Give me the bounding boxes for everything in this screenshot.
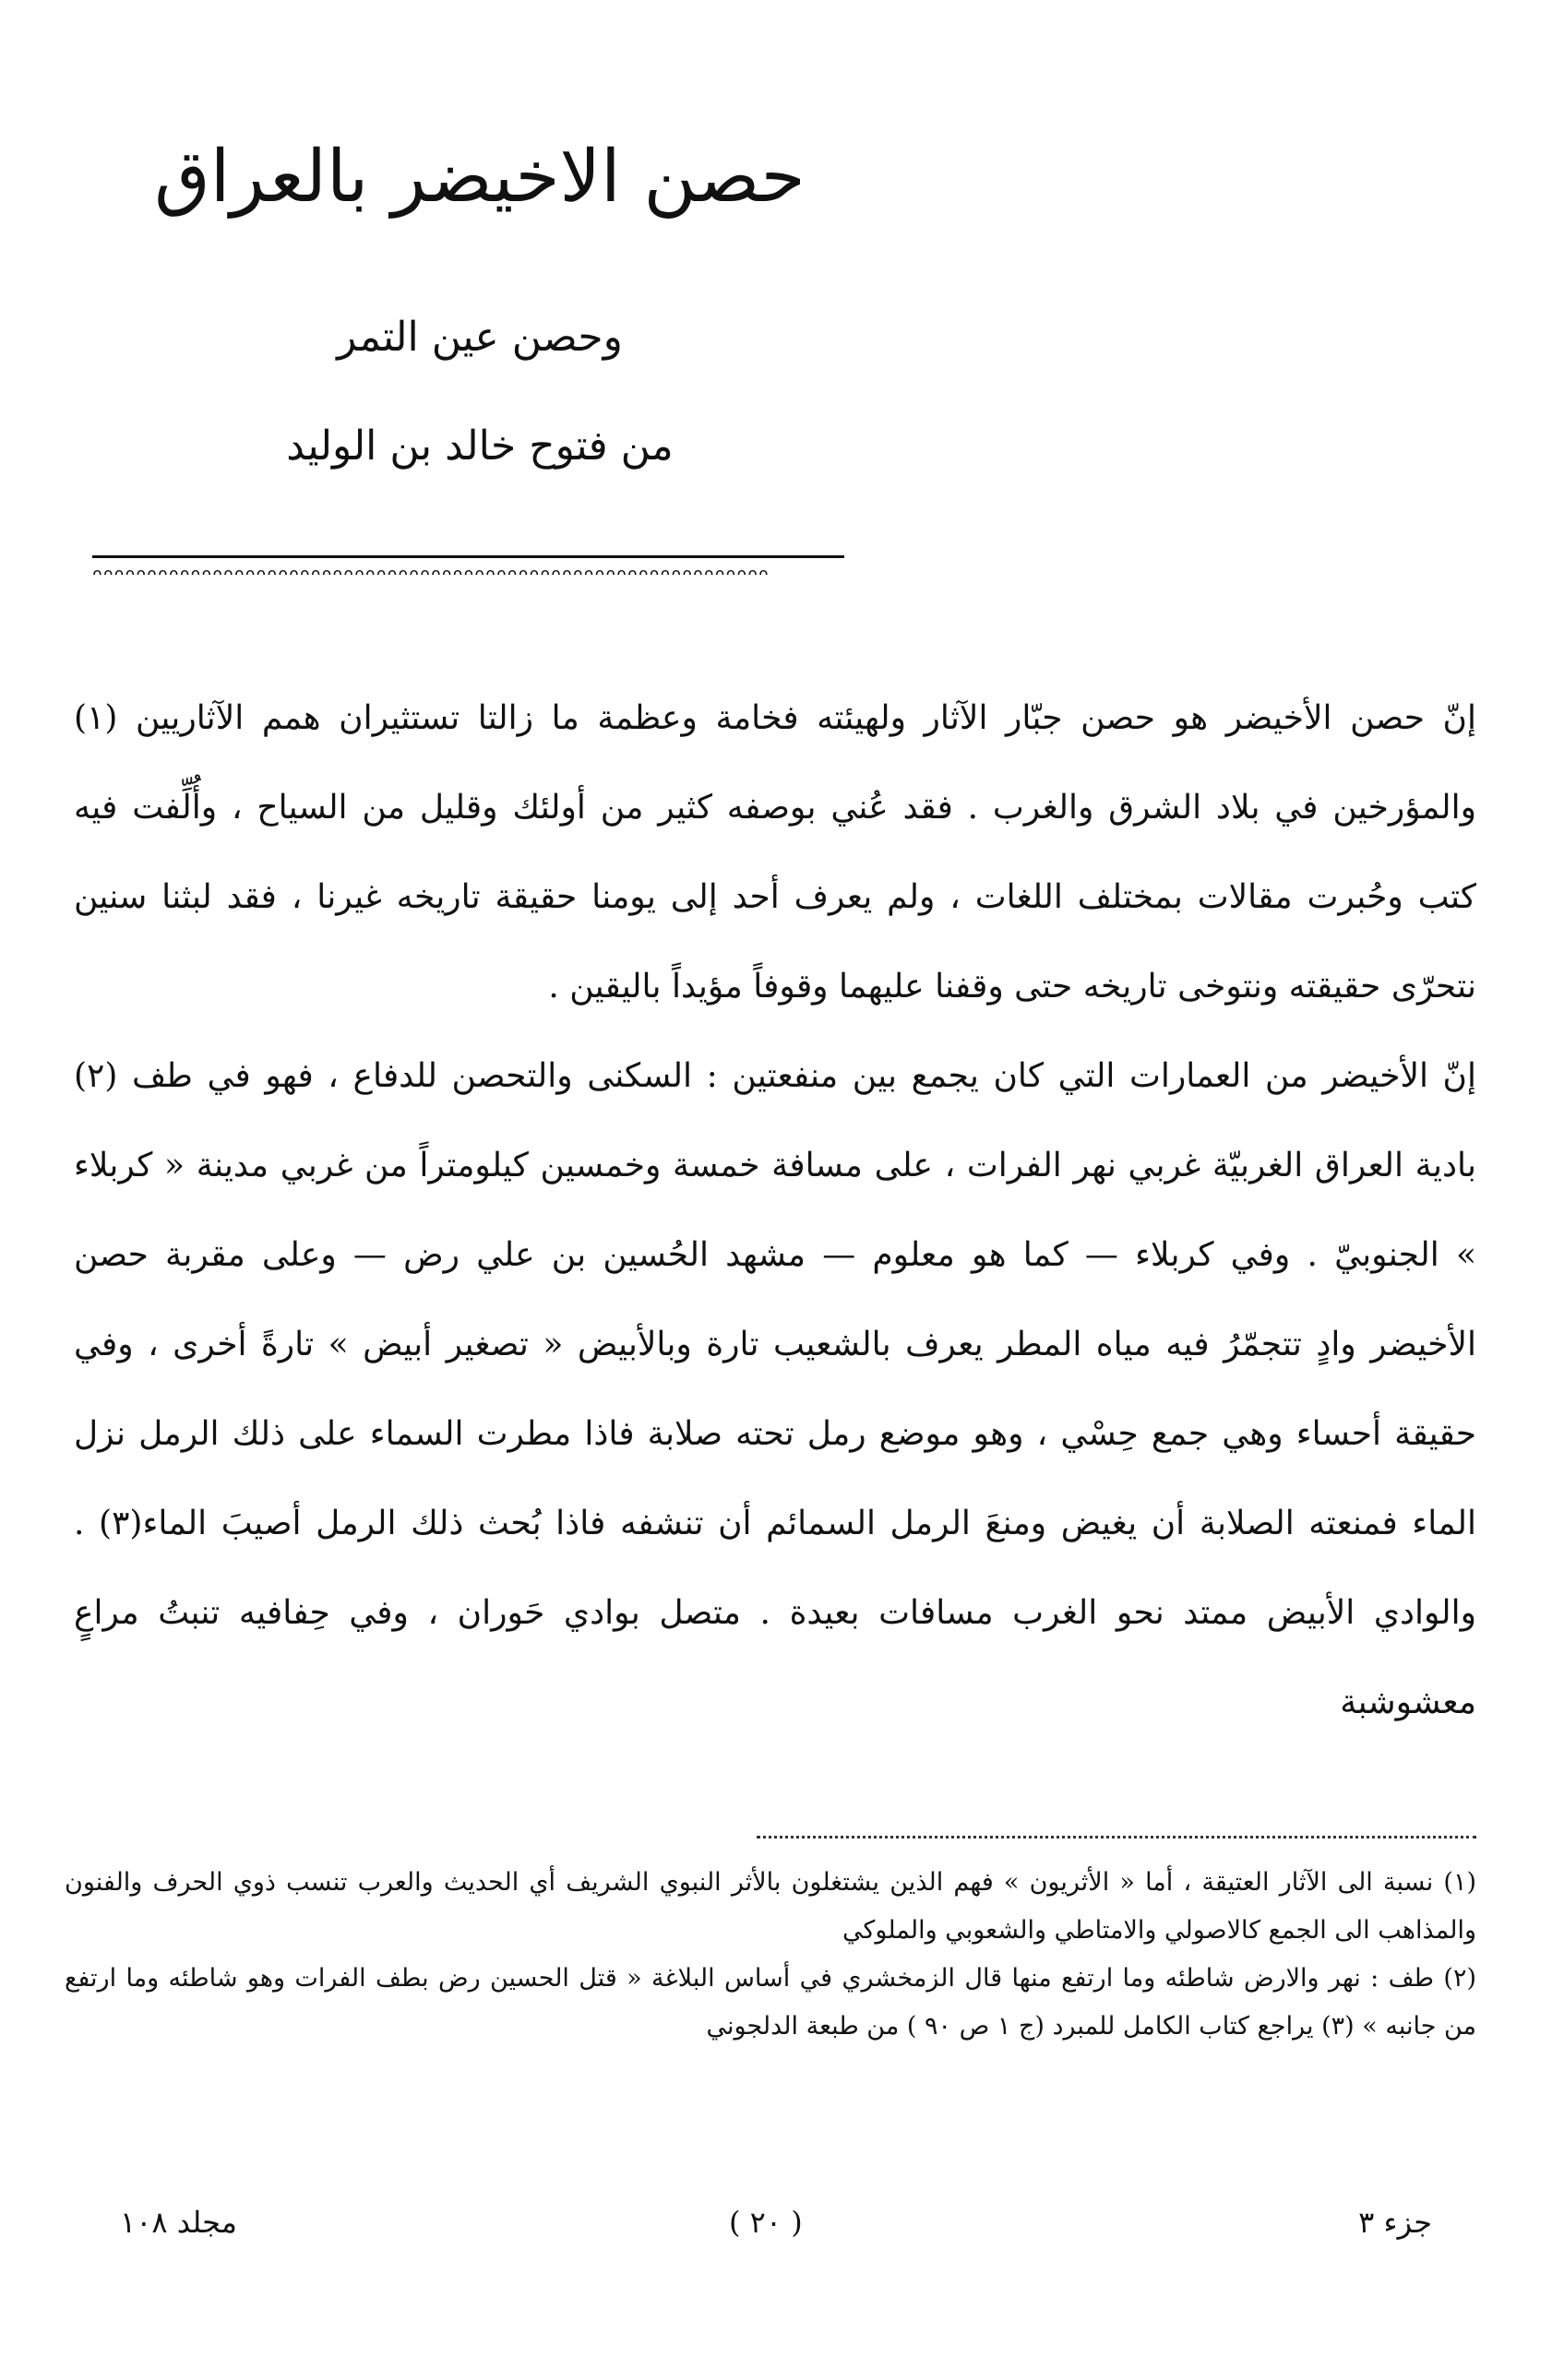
- title-rule: [92, 555, 844, 558]
- footer-page-number: ( ٢٠ ): [729, 2205, 803, 2240]
- footer-volume: مجلد ١٠٨: [120, 2205, 237, 2240]
- footnote-1: (١) نسبة الى الآثار العتيقة ، أما « الأثريون » فهم الذين يشتغلون بالأثر النبوي الشريف أي الحديث والعرب تنسب ذوي الحرف والفنون والمذاهب الى الجمع كالاصولي والامتاطي والشعوبي والملوكي: [65, 1868, 1476, 1945]
- article-subtitle-1: وحصن عين التمر: [337, 314, 623, 361]
- footnote-separator: [757, 1836, 1476, 1842]
- body-paragraph-1: إنّ حصن الأخيضر هو حصن جبّار الآثار ولهيئته فخامة وعظمة ما زالتا تستثيران همم الآثاريين (١) والمؤرخين في بلاد الشرق والغرب . فقد عُني بوصفه كثير من أولئك وقليل من السياح ، وأُلِّفت فيه كتب وحُبرت مقالات بمختلف اللغات ، ولم يعرف أحد إلى يومنا حقيقة تاريخه غيرنا ، فقد لبثنا سنين نتحرّى حقيقته ونتوخى تاريخه حتى وقفنا عليهما وقوفاً مؤيداً باليقين .: [74, 699, 1477, 1006]
- body-paragraph-2: إنّ الأخيضر من العمارات التي كان يجمع بين منفعتين : السكنى والتحصن للدفاع ، فهو في طف (٢) بادية العراق الغربيّة غربي نهر الفرات ، على مسافة خمسة وخمسين كيلومتراً من غربي مدينة « كربلاء » الجنوبيّ . وفي كربلاء — كما هو معلوم — مشهد الحُسين بن علي رض — وعلى مقربة حصن الأخيضر وادٍ تتجمّرُ فيه مياه المطر يعرف بالشعيب تارة وبالأبيض « تصغير أبيض » تارةً أخرى ، وفي حقيقة أحساء وهي جمع حِسْي ، وهو موضع رمل تحته صلابة فاذا مطرت السماء على ذلك الرمل نزل الماء فمنعته الصلابة أن يغيض ومنعَ الرمل السمائم أن تنشفه فاذا بُحث ذلك الرمل أصيبَ الماء(٣) . والوادي الأبيض ممتد نحو الغرب مسافات بعيدة . متصل بوادي حَوران ، وفي حِفافيه تنبتُ مراعٍ معشوشبة: [74, 1057, 1476, 1721]
- page-footer: [0, 2205, 1552, 2260]
- article-body: [74, 673, 1476, 1747]
- ornamental-border: ᴖᴖᴖᴖᴖᴖᴖᴖᴖᴖᴖᴖᴖᴖᴖᴖᴖᴖᴖᴖᴖᴖᴖᴖᴖᴖᴖᴖᴖᴖᴖᴖᴖᴖᴖᴖᴖᴖᴖᴖᴖᴖᴖᴖᴖᴖᴖᴖᴖᴖᴖᴖᴖᴖᴖᴖᴖᴖᴖᴖᴖᴖ: [92, 565, 770, 584]
- footnote-2: (٢) طف : نهر والارض شاطئه وما ارتفع منها قال الزمخشري في أساس البلاغة « قتل الحسين رض بطف الفرات وهو شاطئه وما ارتفع من جانبه » (٣) يراجع كتاب الكامل للمبرد (ج ١ ص ٩٠ ) من طبعة الدلجوني: [65, 1964, 1476, 2041]
- article-subtitle-2: من فتوح خالد بن الوليد: [286, 422, 674, 470]
- footer-part: جزء ٣: [1358, 2205, 1432, 2240]
- footnotes: [65, 1859, 1476, 2051]
- article-title: حصن الاخيضر بالعراق: [154, 136, 806, 219]
